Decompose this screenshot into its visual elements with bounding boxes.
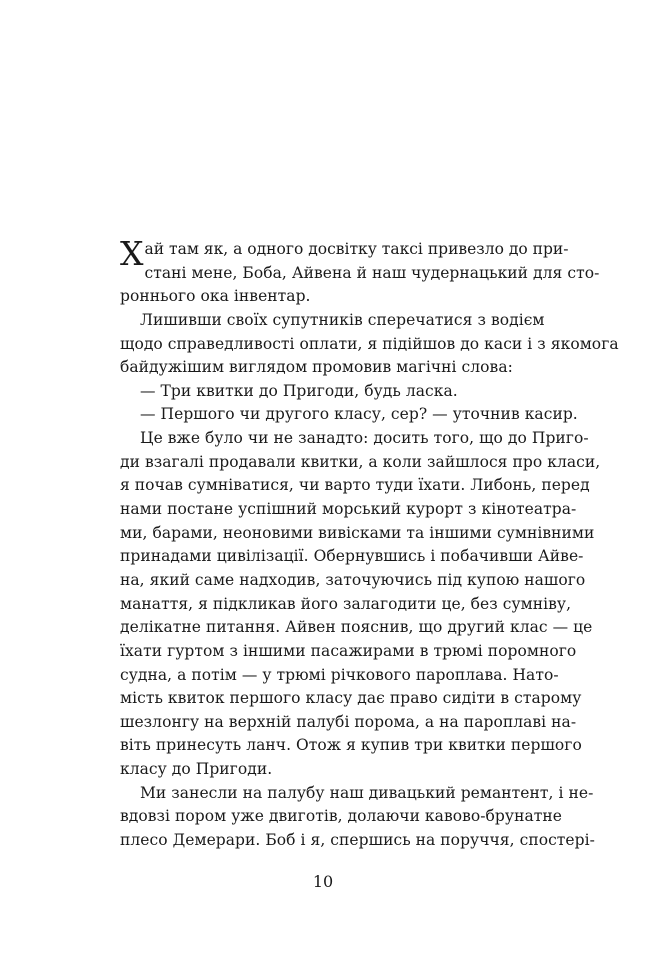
text-line: ми, барами, неоновими вивісками та іншими сумнівними <box>120 523 595 542</box>
text-line: шезлонгу на верхній палубі порома, а на пароплаві на- <box>120 712 577 731</box>
text-line: судна, а потім — у трюмі річкового пароплава. Нато- <box>120 665 559 684</box>
text-line: байдужішим виглядом промовив магічні слова: <box>120 358 513 377</box>
drop-cap: Х <box>120 234 144 273</box>
text-line: принадами цивілізації. Обернувшись і побачивши Айве- <box>120 547 584 566</box>
text-line: віть принесуть ланч. Отож я купив три квитки першого <box>120 736 582 755</box>
text-line: вдовзі пором уже двиготів, долаючи кавово-брунатне <box>120 807 562 826</box>
text-line: — Першого чи другого класу, сер? — уточнив касир. <box>140 405 578 424</box>
text-line: Ми занесли на палубу наш дивацький ремантент, і не- <box>140 783 594 802</box>
body-text <box>120 234 619 853</box>
text-line: щодо справедливості оплати, я підійшов до каси і з якомога <box>120 334 619 353</box>
text-line: ди взагалі продавали квитки, а коли зайшлося про класи, <box>120 452 601 471</box>
text-line: манаття, я підкликав його залагодити це, без сумніву, <box>120 594 572 613</box>
text-line: плесо Демерари. Боб і я, спершись на поруччя, спостері- <box>120 831 595 850</box>
text-line: мість квиток першого класу дає право сидіти в старому <box>120 689 582 708</box>
text-line: на, який саме надходив, заточуючись під купою нашого <box>120 570 586 589</box>
text-line: їхати гуртом з іншими пасажирами в трюмі поромного <box>120 641 577 660</box>
text-line: стані мене, Боба, Айвена й наш чудернацький для сто- <box>144 263 600 282</box>
text-line: — Три квитки до Пригоди, будь ласка. <box>140 381 458 400</box>
text-line: нами постане успішний морський курорт з кінотеатра- <box>120 500 577 519</box>
page-number: 10 <box>312 872 334 891</box>
text-line: Це вже було чи не занадто: досить того, що до Приго- <box>140 429 589 448</box>
text-line: ай там як, а одного досвітку таксі привезло до при- <box>144 240 569 258</box>
text-line: делікатне питання. Айвен пояснив, що другий клас — це <box>120 618 593 637</box>
text-line: класу до Пригоди. <box>120 760 273 779</box>
text-line: Лишивши своїх супутників сперечатися з водієм <box>140 310 545 329</box>
text-line: роннього ока інвентар. <box>120 287 311 306</box>
text-line: я почав сумніватися, чи варто туди їхати. Либонь, перед <box>120 476 590 495</box>
first-line <box>120 234 569 273</box>
